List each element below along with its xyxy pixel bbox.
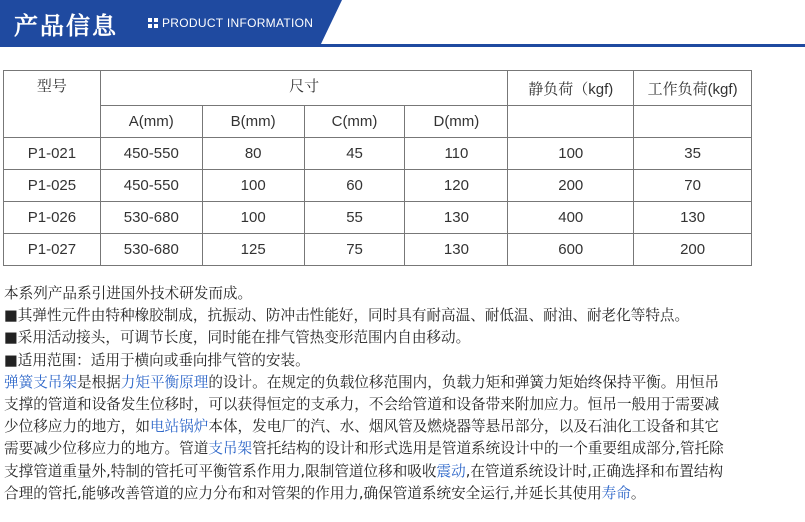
feature-line: ■采用活动接头，可调节长度，同时能在排气管热变形范围内自由移动。 [4,329,471,347]
header-model: 型号 [4,71,101,138]
support-hanger-link[interactable]: 支吊架 [208,440,253,458]
header-static-load: 静负荷（kgf) [508,71,634,106]
moment-balance-link[interactable]: 力矩平衡原理 [120,373,209,391]
section-subtitle: PRODUCT INFORMATION [162,16,314,30]
header-a: A(mm) [100,106,202,138]
header-underline [0,44,805,47]
section-title: 产品信息 [14,12,118,40]
cell-model: P1-026 [4,202,101,234]
cell-static: 100 [508,138,634,170]
header-b: B(mm) [202,106,304,138]
cell-d: 120 [405,170,508,202]
table-row [4,138,752,170]
cell-b: 100 [202,170,304,202]
intro-line: 本系列产品系引进国外技术研发而成。 [4,285,253,302]
cell-b: 125 [202,234,304,266]
empty-cell [508,106,634,138]
section-header [0,0,805,48]
cell-work: 130 [634,202,752,234]
vibration-link[interactable]: 震动 [436,462,466,480]
table-header-row [4,71,752,106]
lifespan-link[interactable]: 寿命 [601,484,631,502]
header-d: D(mm) [405,106,508,138]
paragraph-line: 弹簧支吊架是根据力矩平衡原理的设计。在规定的负载位移范围内，负载力矩和弹簧力矩始终保持平衡。用恒吊 [4,373,720,391]
cell-a: 530-680 [100,234,202,266]
feature-line: ■适用范围：适用于横向或垂向排气管的安装。 [4,351,310,369]
cell-work: 70 [634,170,752,202]
grid-square-icon [148,18,158,28]
cell-b: 100 [202,202,304,234]
cell-model: P1-027 [4,234,101,266]
cell-c: 60 [304,170,405,202]
cell-d: 110 [405,138,508,170]
table-subheader-row [4,106,752,138]
paragraph-line: 支撑的管道和设备发生位移时，可以获得恒定的支承力，不会给管道和设备带来附加应力。恒吊一般用于需要减 [4,396,720,414]
paragraph-line: 支撑管道重量外,特制的管托可平衡管系作用力,限制管道位移和吸收震动,在管道系统设计时,正确选择和布置结构 [4,462,724,480]
cell-c: 55 [304,202,405,234]
cell-work: 35 [634,138,752,170]
header-size: 尺寸 [100,71,508,106]
cell-model: P1-021 [4,138,101,170]
cell-c: 75 [304,234,405,266]
cell-c: 45 [304,138,405,170]
table-row [4,234,752,266]
spring-hanger-link[interactable]: 弹簧支吊架 [4,373,77,391]
paragraph-line: 少位移应力的地方，如电站锅炉本体，发电厂的汽、水、烟风管及燃烧器等悬吊部分，以及石油化工设备和其它 [4,418,720,436]
header-c: C(mm) [304,106,405,138]
cell-static: 400 [508,202,634,234]
empty-cell [634,106,752,138]
cell-work: 200 [634,234,752,266]
cell-a: 450-550 [100,138,202,170]
cell-d: 130 [405,202,508,234]
feature-line: ■其弹性元件由特种橡胶制成，抗振动、防冲击性能好，同时具有耐高温、耐低温、耐油、耐老化等特点。 [4,307,690,325]
cell-a: 530-680 [100,202,202,234]
cell-b: 80 [202,138,304,170]
cell-d: 130 [405,234,508,266]
paragraph-line: 需要减少位移应力的地方。管道支吊架管托结构的设计和形式选用是管道系统设计中的一个重要组成部分,管托除 [4,440,724,458]
cell-a: 450-550 [100,170,202,202]
power-boiler-link[interactable]: 电站锅炉 [149,418,209,436]
cell-model: P1-025 [4,170,101,202]
cell-static: 200 [508,170,634,202]
header-work-load: 工作负荷(kgf) [634,71,752,106]
table-row [4,202,752,234]
table-row [4,170,752,202]
product-description [4,283,802,505]
product-spec-table [3,70,752,266]
paragraph-line: 合理的管托,能够改善管道的应力分布和对管架的作用力,确保管道系统安全运行,并延长其使用寿命。 [4,484,646,502]
cell-static: 600 [508,234,634,266]
